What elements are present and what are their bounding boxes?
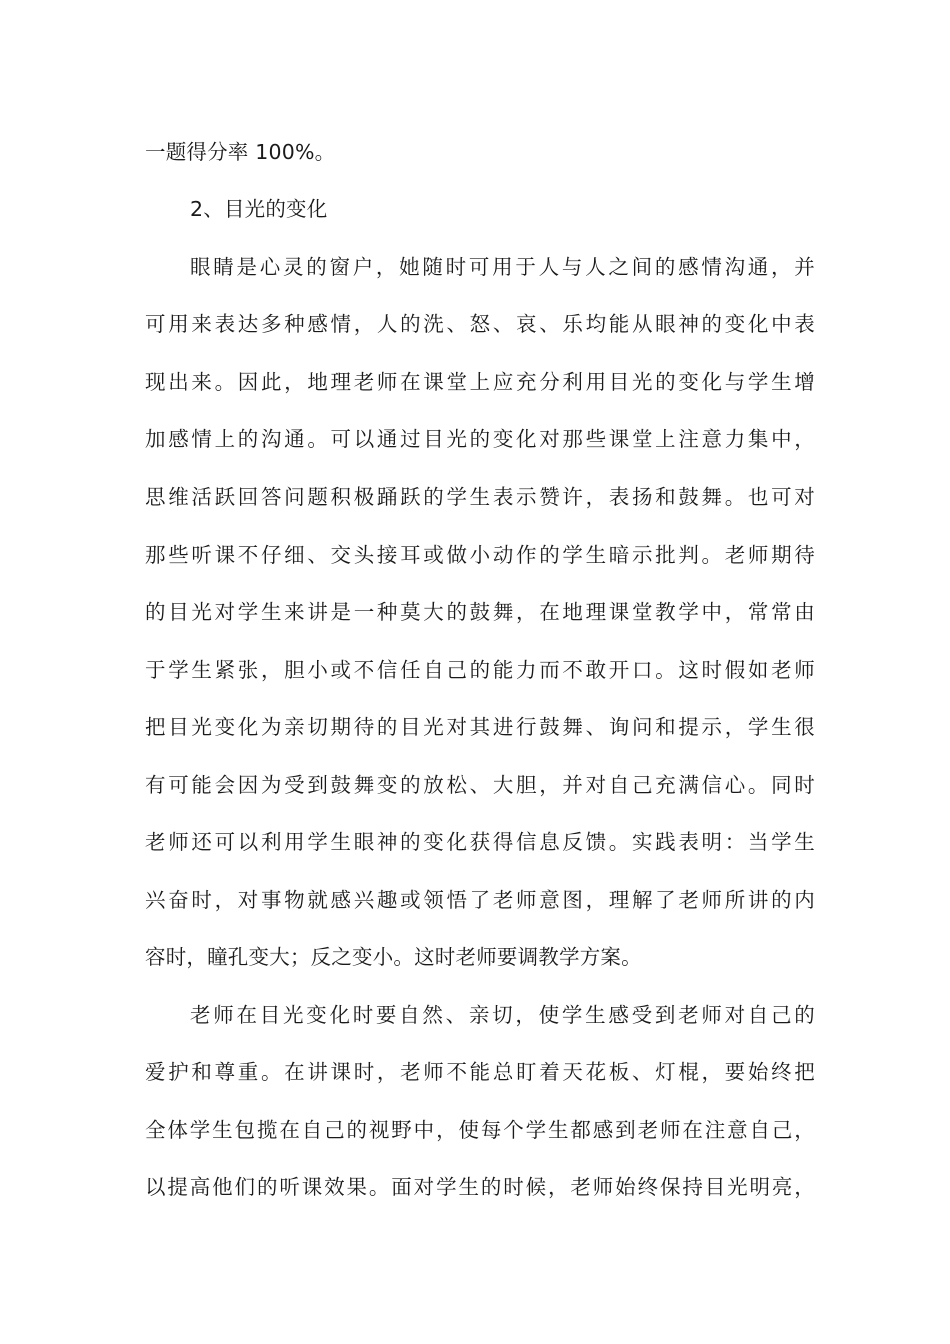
text-line: 容时，瞳孔变大；反之变小。这时老师要调教学方案。	[145, 945, 642, 969]
text-line: 的目光对学生来讲是一种莫大的鼓舞，在地理课堂教学中，常常由	[145, 600, 815, 624]
text-line: 全体学生包揽在自己的视野中，使每个学生都感到老师在注意自己，	[145, 1118, 815, 1142]
text-line: 眼睛是心灵的窗户，她随时可用于人与人之间的感情沟通，并	[190, 255, 815, 279]
text-line: 以提高他们的听课效果。面对学生的时候，老师始终保持目光明亮，	[145, 1175, 815, 1199]
text-line: 爱护和尊重。在讲课时，老师不能总盯着天花板、灯棍，要始终把	[145, 1060, 815, 1084]
text-line: 老师在目光变化时要自然、亲切，使学生感受到老师对自己的	[190, 1003, 815, 1027]
text-line: 把目光变化为亲切期待的目光对其进行鼓舞、询问和提示，学生很	[145, 715, 815, 739]
text-line: 现出来。因此，地理老师在课堂上应充分利用目光的变化与学生增	[145, 370, 815, 394]
text-line: 老师还可以利用学生眼神的变化获得信息反馈。实践表明：当学生	[145, 830, 815, 854]
text-line: 思维活跃回答问题积极踊跃的学生表示赞许，表扬和鼓舞。也可对	[145, 485, 815, 509]
text-line: 有可能会因为受到鼓舞变的放松、大胆，并对自己充满信心。同时	[145, 773, 815, 797]
text-line: 可用来表达多种感情，人的洗、怒、哀、乐均能从眼神的变化中表	[145, 312, 815, 336]
text-line: 那些听课不仔细、交头接耳或做小动作的学生暗示批判。老师期待	[145, 543, 815, 567]
text-line: 于学生紧张，胆小或不信任自己的能力而不敢开口。这时假如老师	[145, 658, 815, 682]
text-line: 加感情上的沟通。可以通过目光的变化对那些课堂上注意力集中，	[145, 427, 815, 451]
text-line: 一题得分率 100%。	[145, 140, 336, 164]
section-heading: 2、目光的变化	[190, 197, 328, 221]
text-line: 兴奋时，对事物就感兴趣或领悟了老师意图，理解了老师所讲的内	[145, 888, 815, 912]
